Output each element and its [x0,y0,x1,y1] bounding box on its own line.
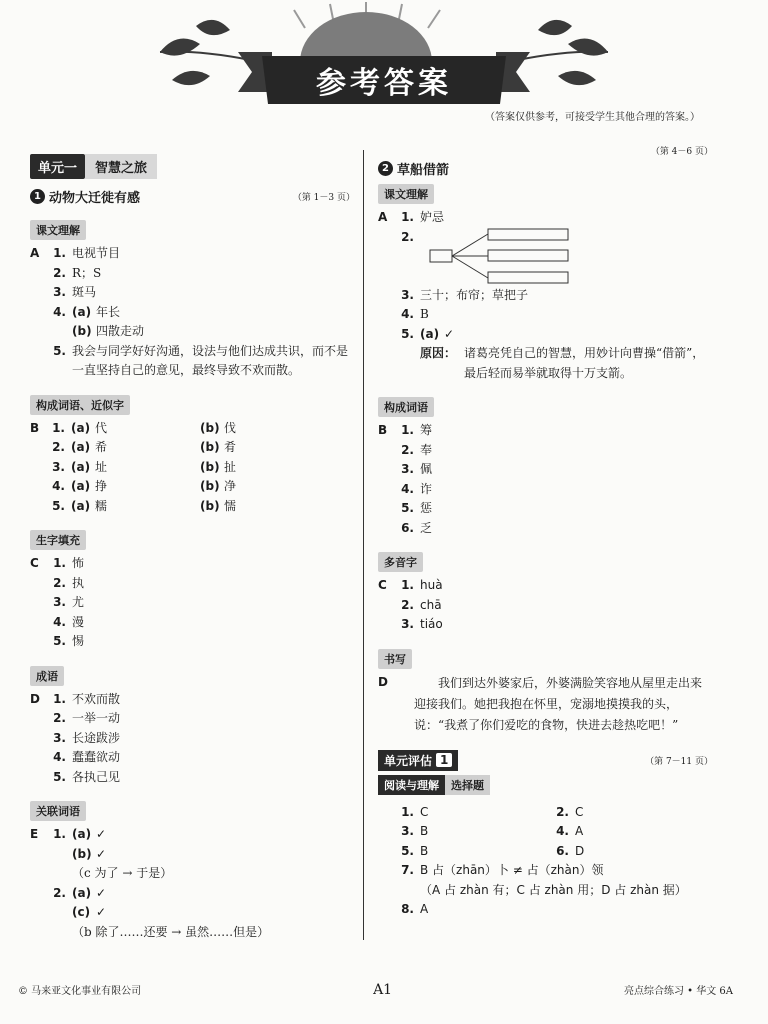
answer-text: 希 [95,440,108,454]
page-range: （第 4－6 页） [650,147,713,157]
leaf-right-decoration [518,20,608,85]
lesson-number-badge: 2 [378,161,393,176]
page-range: （第 7－11 页） [645,756,713,767]
answer-text: 不欢而散 [72,691,121,706]
page-footer [18,982,733,998]
section-letter: A [378,210,388,224]
item-number: 3. [53,595,66,609]
answer-text: 筹 [420,423,433,437]
sub-item-label: (c) [72,905,91,919]
answer-text: 尤 [72,595,85,609]
item-number: 3. [53,285,66,299]
item-number: 1. [53,246,66,260]
item-number: 7. [401,863,414,877]
check-mark: ✓ [96,827,107,841]
item-number: 2. [53,575,66,590]
section-label: 成语 [30,666,64,686]
answer-text: 奉 [420,442,433,457]
page-number: A1 [373,982,393,998]
item-number: 6. [556,843,569,858]
answer-text: B [420,843,429,858]
item-number: 2. [556,804,569,819]
item-number: 5. [53,769,66,784]
sub-item-label: (a) [71,440,91,454]
item-number: 1. [53,827,66,841]
answer-text: B [420,824,429,838]
writing-text: 我们到达外婆家后，外婆满脸笑容地从屋里走出来迎接我们。她把我抱在怀里，宠溺地摸摸我的头，说：“我煮了你们爱吃的食物，快进去趁热吃吧！” [414,675,703,732]
answer-text: A [575,824,584,838]
section-letter: B [30,420,40,435]
section-label: 构成词语 [378,397,434,417]
section-letter: A [30,246,40,260]
item-number: 1. [401,804,414,819]
answer-text: 斑马 [72,285,97,299]
answer-text: 四散走动 [96,324,145,338]
section-letter: C [378,578,387,592]
answer-text: B 占（zhān）卜 ≠ 占（zhàn）领 [420,863,604,877]
item-number: 5. [52,498,65,513]
sub-item-label: (b) [200,498,220,513]
sub-item-label: (a) [71,420,91,435]
answer-text: 代 [95,420,108,435]
item-number: 1. [401,578,414,592]
answer-text: （A 占 zhàn 有；C 占 zhàn 用；D 占 zhàn 据） [420,882,687,897]
section-label: 课文理解 [30,220,86,240]
section-label: 生字填充 [30,530,86,550]
answer-text: A [420,902,429,916]
answer-text: 各执己见 [72,769,121,784]
section-letter: D [30,691,40,706]
answer-text: 年长 [96,304,121,319]
sun-decoration [300,12,432,62]
sub-item-label: (b) [200,479,220,493]
item-number: 3. [401,824,414,838]
section-label: 课文理解 [378,184,434,204]
answer-text: R；S [72,265,102,280]
sub-item-label: (a) [71,479,91,493]
leaf-left-decoration [160,20,250,85]
writing-answer [378,673,713,736]
page-range: （第 1－3 页） [292,193,355,203]
check-mark: ✓ [444,326,455,341]
item-number: 5. [401,501,414,515]
sub-item-label: (b) [200,420,220,435]
answer-text: 址 [95,459,108,474]
answer-text: 佩 [420,462,433,476]
column-divider [363,150,364,940]
sub-item-label: (b) [200,459,220,474]
lesson-heading [30,187,355,206]
answer-text: （b 除了……还要 → 虽然……但是） [72,924,270,939]
answer-text: 伐 [224,420,237,435]
item-number: 2. [401,229,414,244]
answer-list-c [378,576,713,635]
answer-text: 惕 [72,634,85,648]
item-number: 4. [53,304,66,319]
sub-item-label: (a) [72,304,92,319]
item-number: 2. [52,440,65,454]
section-label: 书写 [378,649,412,669]
item-number: 3. [53,730,66,745]
lesson-number-badge: 1 [30,189,45,204]
item-number: 1. [401,423,414,437]
item-number: 5. [53,634,66,648]
answer-text: 电视节目 [72,246,121,260]
item-number: 3. [401,287,414,302]
answer-text: 惩 [420,501,433,515]
answer-text: 三十；布帘；草把子 [420,287,529,302]
answer-list-d [30,690,355,788]
answer-list-c [30,554,355,652]
pinyin-answer: chā [420,597,442,612]
answer-text: D [575,843,585,858]
answer-text: B [420,307,429,321]
answer-text: 妒忌 [420,210,445,224]
answer-text: 扯 [224,459,237,474]
section-label: 关联词语 [30,801,86,821]
answer-list-a [378,208,713,383]
sub-item-label: (a) [72,885,92,900]
section-letter: D [378,674,388,689]
answer-text: 一举一动 [72,711,121,725]
item-number: 3. [52,459,65,474]
pinyin-answer: tiáo [420,617,443,631]
item-number: 5. [401,326,414,341]
right-column [378,140,713,920]
sub-section-tag [378,775,490,795]
item-number: 6. [401,520,414,535]
sub-item-label: (b) [72,324,92,338]
section-label: 构成词语、近似字 [30,395,130,415]
item-number: 1. [53,691,66,706]
unit-heading [30,154,157,179]
item-number: 8. [401,902,414,916]
item-number: 5. [53,343,66,358]
item-number: 1. [401,210,414,224]
item-number: 4. [52,479,65,493]
answer-list-b [378,421,713,538]
lesson-heading [378,159,713,178]
item-number: 3. [401,617,414,631]
evaluation-number: 1 [436,753,452,767]
item-number: 5. [401,843,414,858]
pinyin-answer: huà [420,578,443,592]
sub-item-label: (a) [71,459,91,474]
answer-list-e [30,825,355,942]
book-title: 亮点综合练习 • 华文 6A [623,986,733,997]
mind-map-diagram [420,228,580,286]
answer-text: 净 [224,479,237,493]
reason-label: 原因： [420,346,457,360]
check-mark: ✓ [96,885,107,900]
reason-text: 诸葛亮凭自己的智慧，用妙计向曹操“借箭”，最后轻而易举就取得十万支箭。 [464,346,705,380]
answer-text: （c 为了 → 于是） [72,866,173,880]
sub-item-label: (a) [71,498,91,513]
sub-item-label: (a) [72,827,92,841]
item-number: 2. [53,885,66,900]
unit-tag: 单元一 [30,154,85,179]
answer-text: C [575,804,584,819]
answer-text: 糯 [95,498,108,513]
answer-text: 执 [72,575,85,590]
evaluation-tag: 单元评估 [384,753,433,768]
check-mark: ✓ [96,846,107,861]
answer-note: （答案仅供参考，可接受学生其他合理的答案。） [485,112,700,123]
item-number: 4. [401,307,414,321]
answer-text: 乏 [420,520,433,535]
item-number: 2. [401,597,414,612]
item-number: 1. [53,556,66,570]
answer-list-a [30,244,355,381]
item-number: 3. [401,462,414,476]
item-number: 2. [53,711,66,725]
answer-list-b [30,419,355,517]
item-number: 2. [53,265,66,280]
section-letter: C [30,556,39,570]
sub-tag-primary: 阅读与理解 [378,775,445,795]
unit-title: 智慧之旅 [85,154,157,179]
evaluation-heading [378,750,713,771]
item-number: 1. [52,420,65,435]
answer-text: 肴 [224,440,237,454]
lesson-title: 动物大迁徙有感 [49,191,141,206]
answer-text: 漫 [72,614,85,629]
sub-item-label: (b) [200,440,220,454]
answer-text: 我会与同学好好沟通，设法与他们达成共识，而不是一直坚持自己的意见，最终导致不欢而散。 [72,343,349,377]
check-mark: ✓ [96,905,107,919]
answer-text: 挣 [95,479,108,493]
publisher-credit: © 马来亚文化事业有限公司 [18,986,142,997]
multiple-choice-answers [378,803,713,920]
answer-text: 怖 [72,556,85,570]
page-title: 参考答案 [316,66,452,101]
section-label: 多音字 [378,552,423,572]
answer-text: C [420,804,429,819]
answer-text: 诈 [420,481,433,496]
section-letter: E [30,827,39,841]
sub-tag-secondary: 选择题 [445,775,490,795]
sub-item-label: (b) [72,846,92,861]
item-number: 4. [556,824,569,838]
answer-text: 长途跋涉 [72,730,121,745]
answer-text: 懦 [224,498,237,513]
item-number: 4. [401,481,414,496]
item-number: 4. [53,614,66,629]
sub-item-label: (a) [420,326,440,341]
section-letter: B [378,423,388,437]
lesson-title: 草船借箭 [397,163,450,178]
item-number: 4. [53,750,66,764]
answer-text: 蠢蠢欲动 [72,750,121,764]
item-number: 2. [401,442,414,457]
left-column [30,140,355,942]
